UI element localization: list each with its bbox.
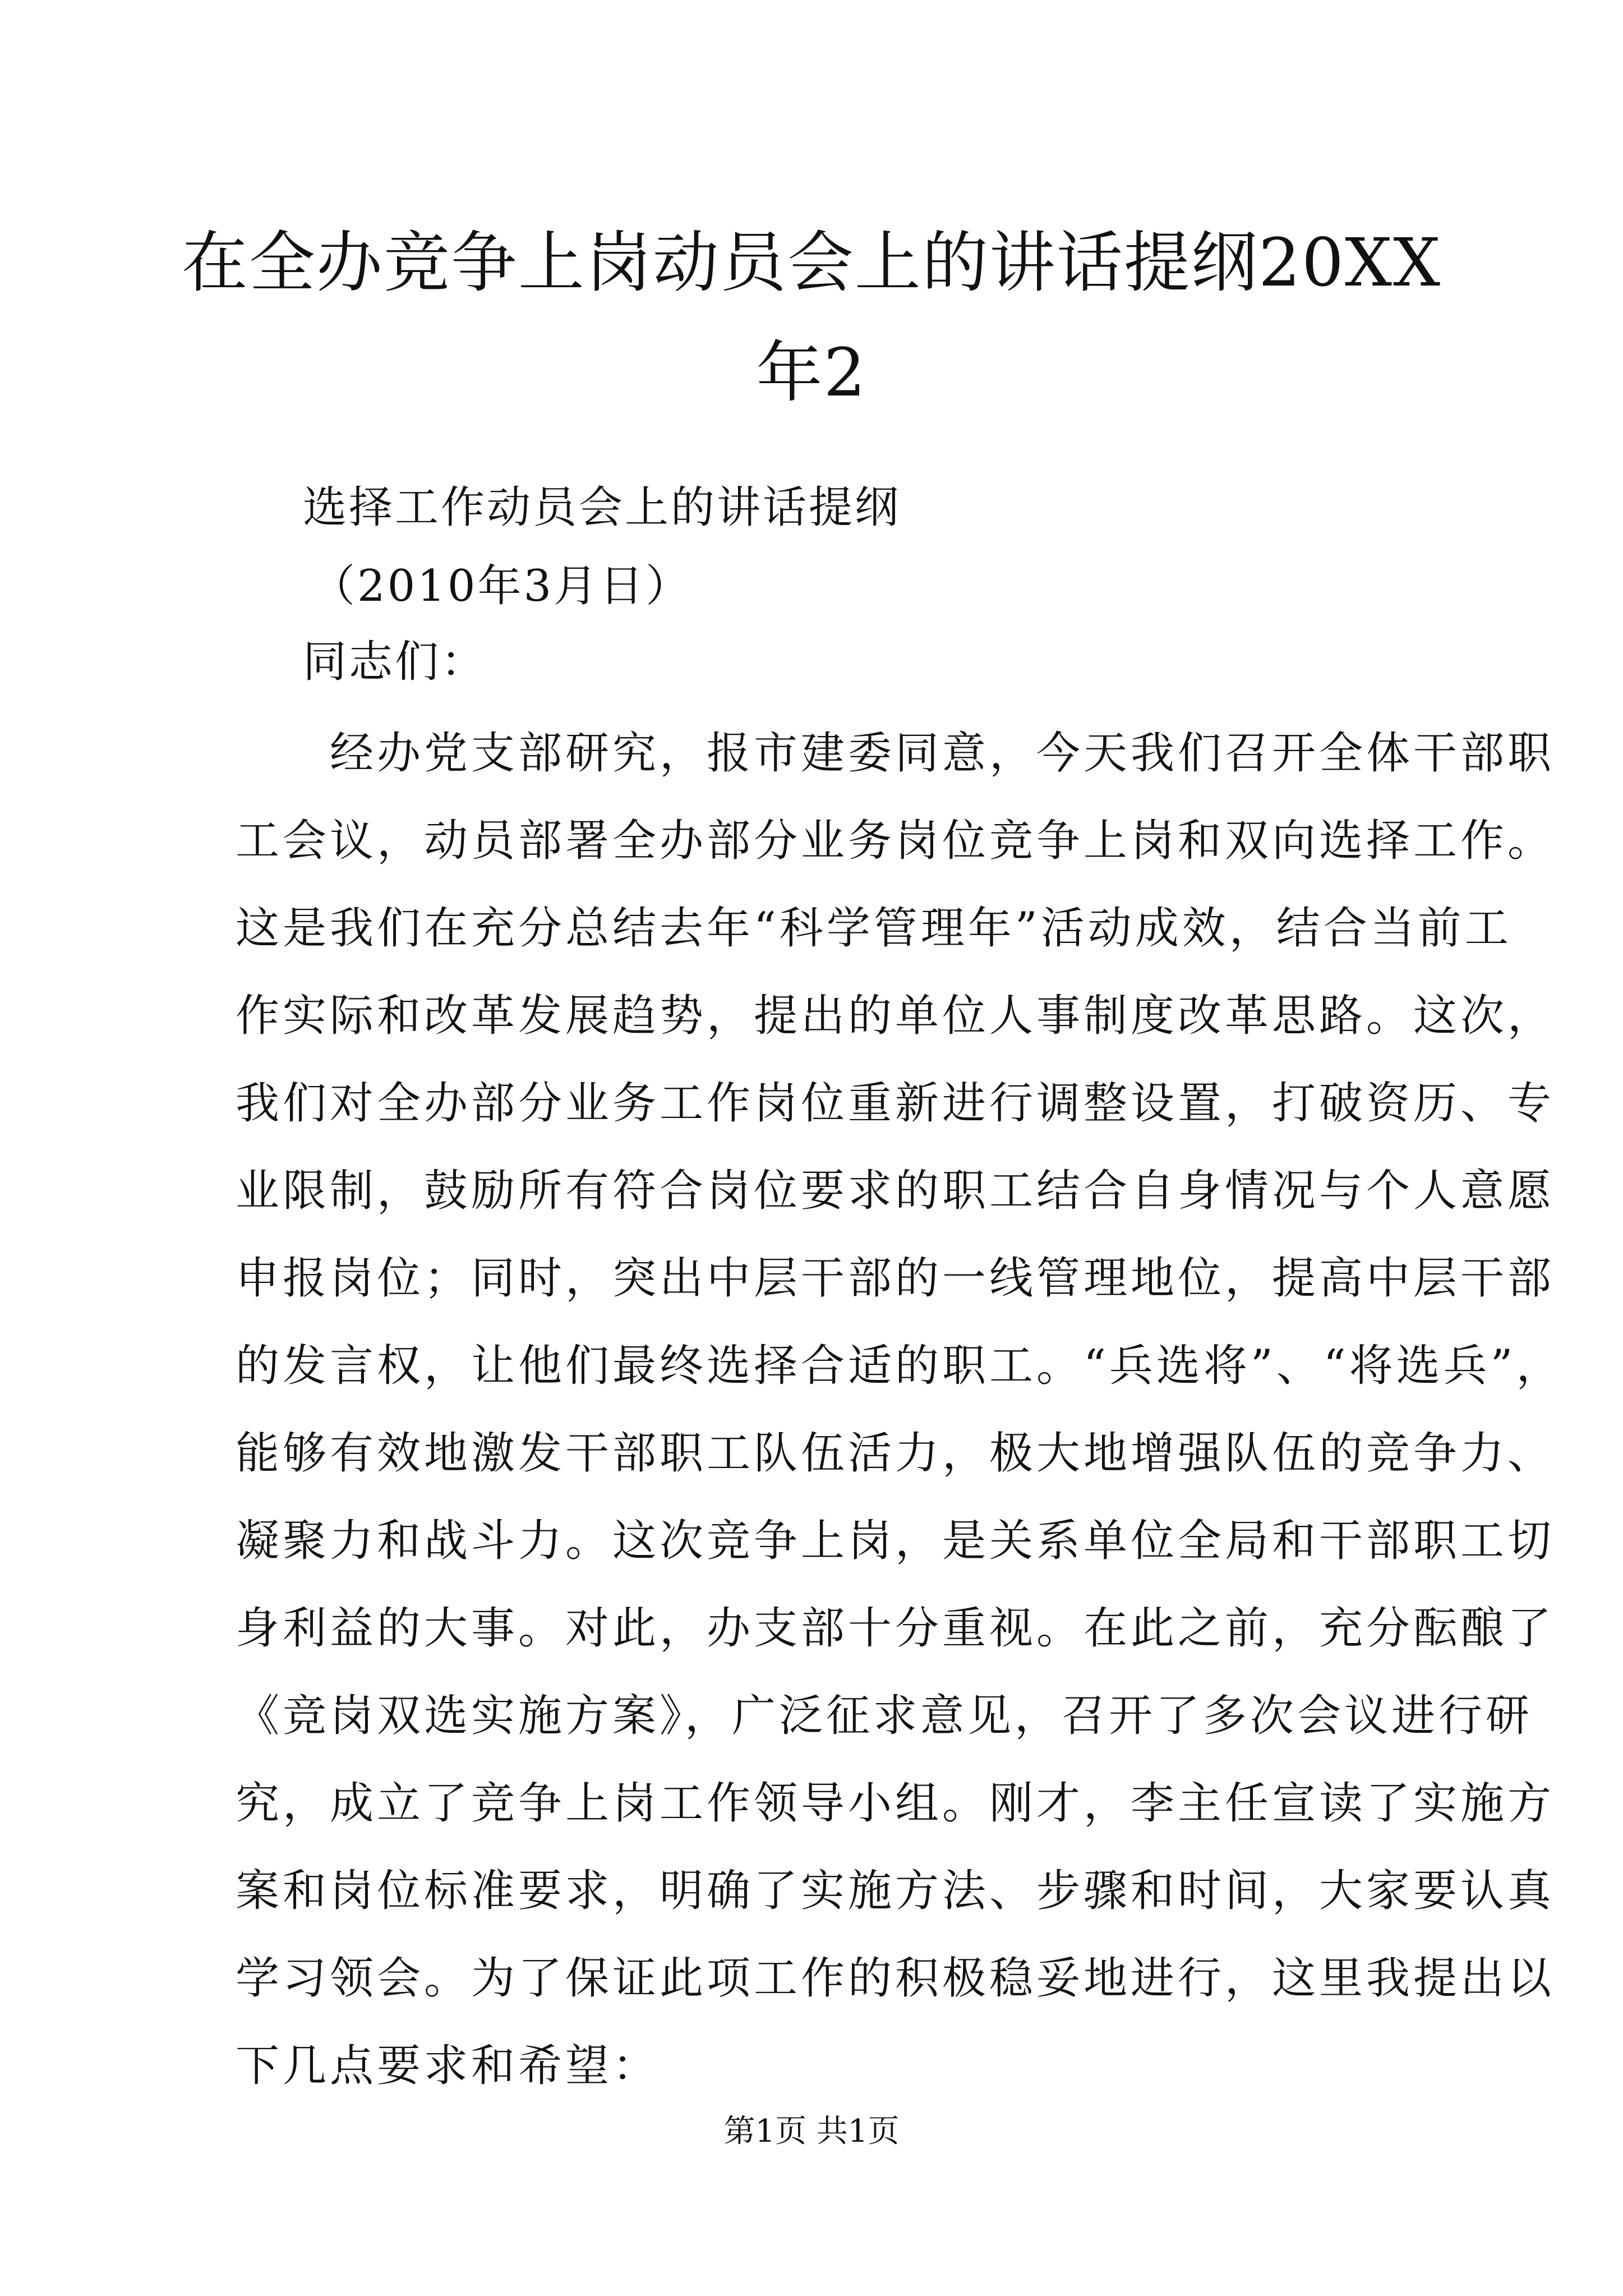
body-line: 学习领会。为了保证此项工作的积极稳妥地进行，这里我提出以 [236,1953,1555,2004]
body-line: 作实际和改革发展趋势，提出的单位人事制度改革思路。这次， [236,991,1555,1041]
body-line: 这是我们在充分总结去年“科学管理年”活动成效，结合当前工 [236,903,1512,954]
document-date: （2010年3月日） [311,561,692,611]
body-line: 业限制，鼓励所有符合岗位要求的职工结合自身情况与个人意愿 [236,1166,1555,1216]
body-line: 我们对全办部分业务工作岗位重新进行调整设置，打破资历、专 [236,1078,1555,1129]
document-title: 在全办竞争上岗动员会上的讲话提纲20XX年2 [181,224,1442,411]
body-line: 的发言权，让他们最终选择合适的职工。“兵选将”、“将选兵”， [236,1341,1564,1391]
salutation: 同志们： [303,637,487,687]
body-line: 案和岗位标准要求，明确了实施方法、步骤和时间，大家要认真 [236,1866,1555,1916]
body-line: 经办党支部研究，报市建委同意，今天我们召开全体干部职 [236,728,1555,779]
body-line: 下几点要求和希望： [236,2041,660,2091]
body-line: 工会议，动员部署全办部分业务岗位竞争上岗和双向选择工作。 [236,816,1555,866]
body-line: 身利益的大事。对此，办支部十分重视。在此之前，充分酝酿了 [236,1603,1555,1654]
page-number: 第1页 共1页 [723,2113,900,2150]
document-subtitle: 选择工作动员会上的讲话提纲 [303,482,901,533]
body-line: 《竞岗双选实施方案》，广泛征求意见，召开了多次会议进行研 [236,1691,1533,1741]
body-line: 凝聚力和战斗力。这次竞争上岗，是关系单位全局和干部职工切 [236,1516,1555,1566]
body-line: 究，成立了竞争上岗工作领导小组。刚才，李主任宣读了实施方 [236,1778,1555,1829]
body-line: 能够有效地激发干部职工队伍活力，极大地增强队伍的竞争力、 [236,1428,1555,1479]
body-line: 申报岗位；同时，突出中层干部的一线管理地位，提高中层干部 [236,1253,1555,1304]
body-text [236,710,1564,2110]
